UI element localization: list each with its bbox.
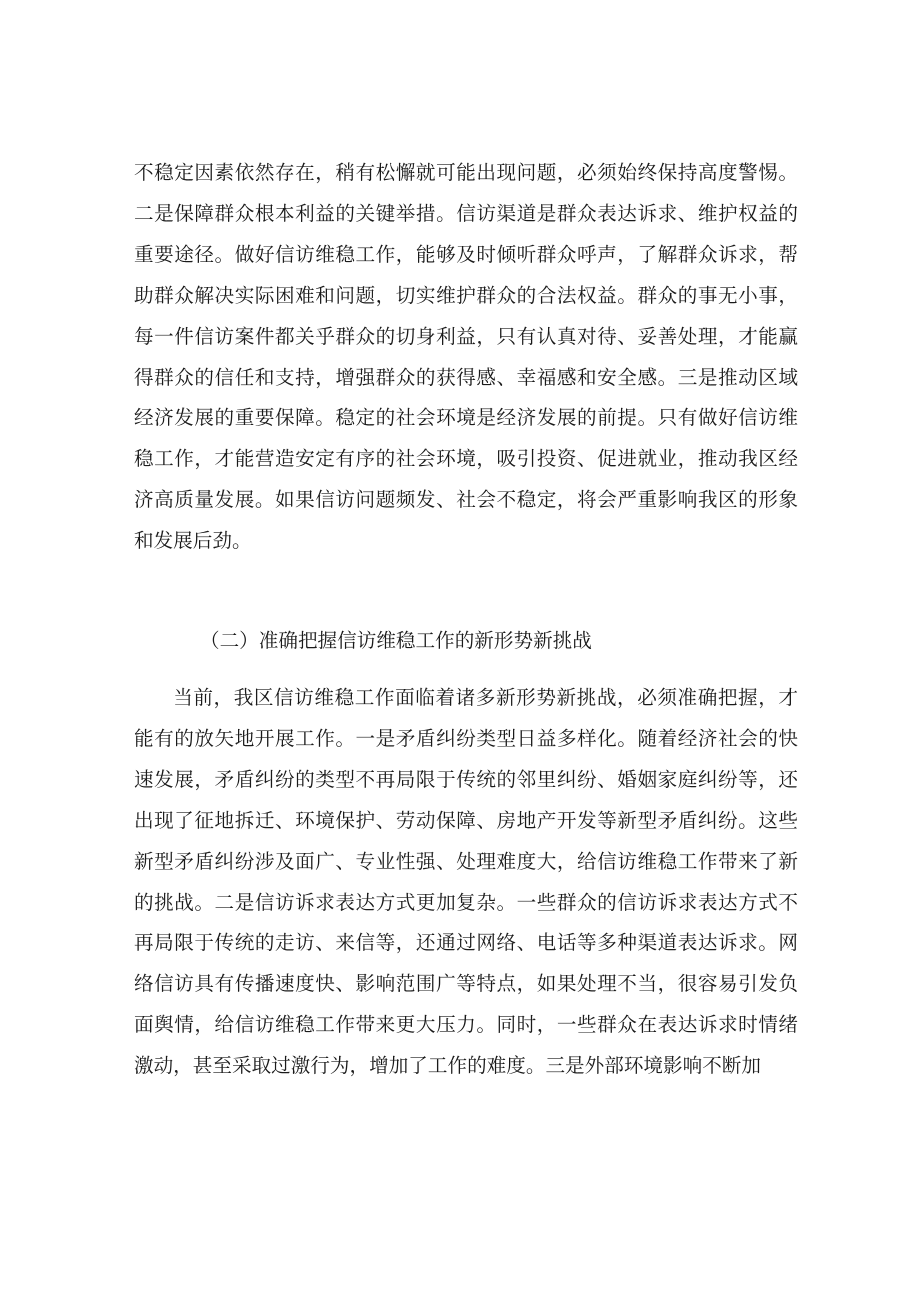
section-heading: （二）准确把握信访维稳工作的新形势新挑战 <box>200 629 592 652</box>
body-paragraph-2: 当前，我区信访维稳工作面临着诸多新形势新挑战，必须准确把握，才能有的放矢地开展工作。一是矛盾纠纷类型日益多样化。随着经济社会的快速发展，矛盾纠纷的类型不再局限于传统的邻里纠纷、婚姻家庭纠纷等，还出现了征地拆迁、环境保护、劳动保障、房地产开发等新型矛盾纠纷。这些新型矛盾纠纷涉及面广、专业性强、处理难度大，给信访维稳工作带来了新的挑战。二是信访诉求表达方式更加复杂。一些群众的信访诉求表达方式不再局限于传统的走访、来信等，还通过网络、电话等多种渠道表达诉求。网络信访具有传播速度快、影响范围广等特点，如果处理不当，很容易引发负面舆情，给信访维稳工作带来更大压力。同时，一些群众在表达诉求时情绪激动，甚至采取过激行为，增加了工作的难度。三是外部环境影响不断加 <box>134 686 798 1078</box>
body-paragraph-1: 不稳定因素依然存在，稍有松懈就可能出现问题，必须始终保持高度警惕。二是保障群众根本利益的关键举措。信访渠道是群众表达诉求、维护权益的重要途径。做好信访维稳工作，能够及时倾听群众呼声，了解群众诉求，帮助群众解决实际困难和问题，切实维护群众的合法权益。群众的事无小事，每一件信访案件都关乎群众的切身利益，只有认真对待、妥善处理，才能赢得群众的信任和支持，增强群众的获得感、幸福感和安全感。三是推动区域经济发展的重要保障。稳定的社会环境是经济发展的前提。只有做好信访维稳工作，才能营造安定有序的社会环境，吸引投资、促进就业，推动我区经济高质量发展。如果信访问题频发、社会不稳定，将会严重影响我区的形象和发展后劲。 <box>134 161 798 553</box>
